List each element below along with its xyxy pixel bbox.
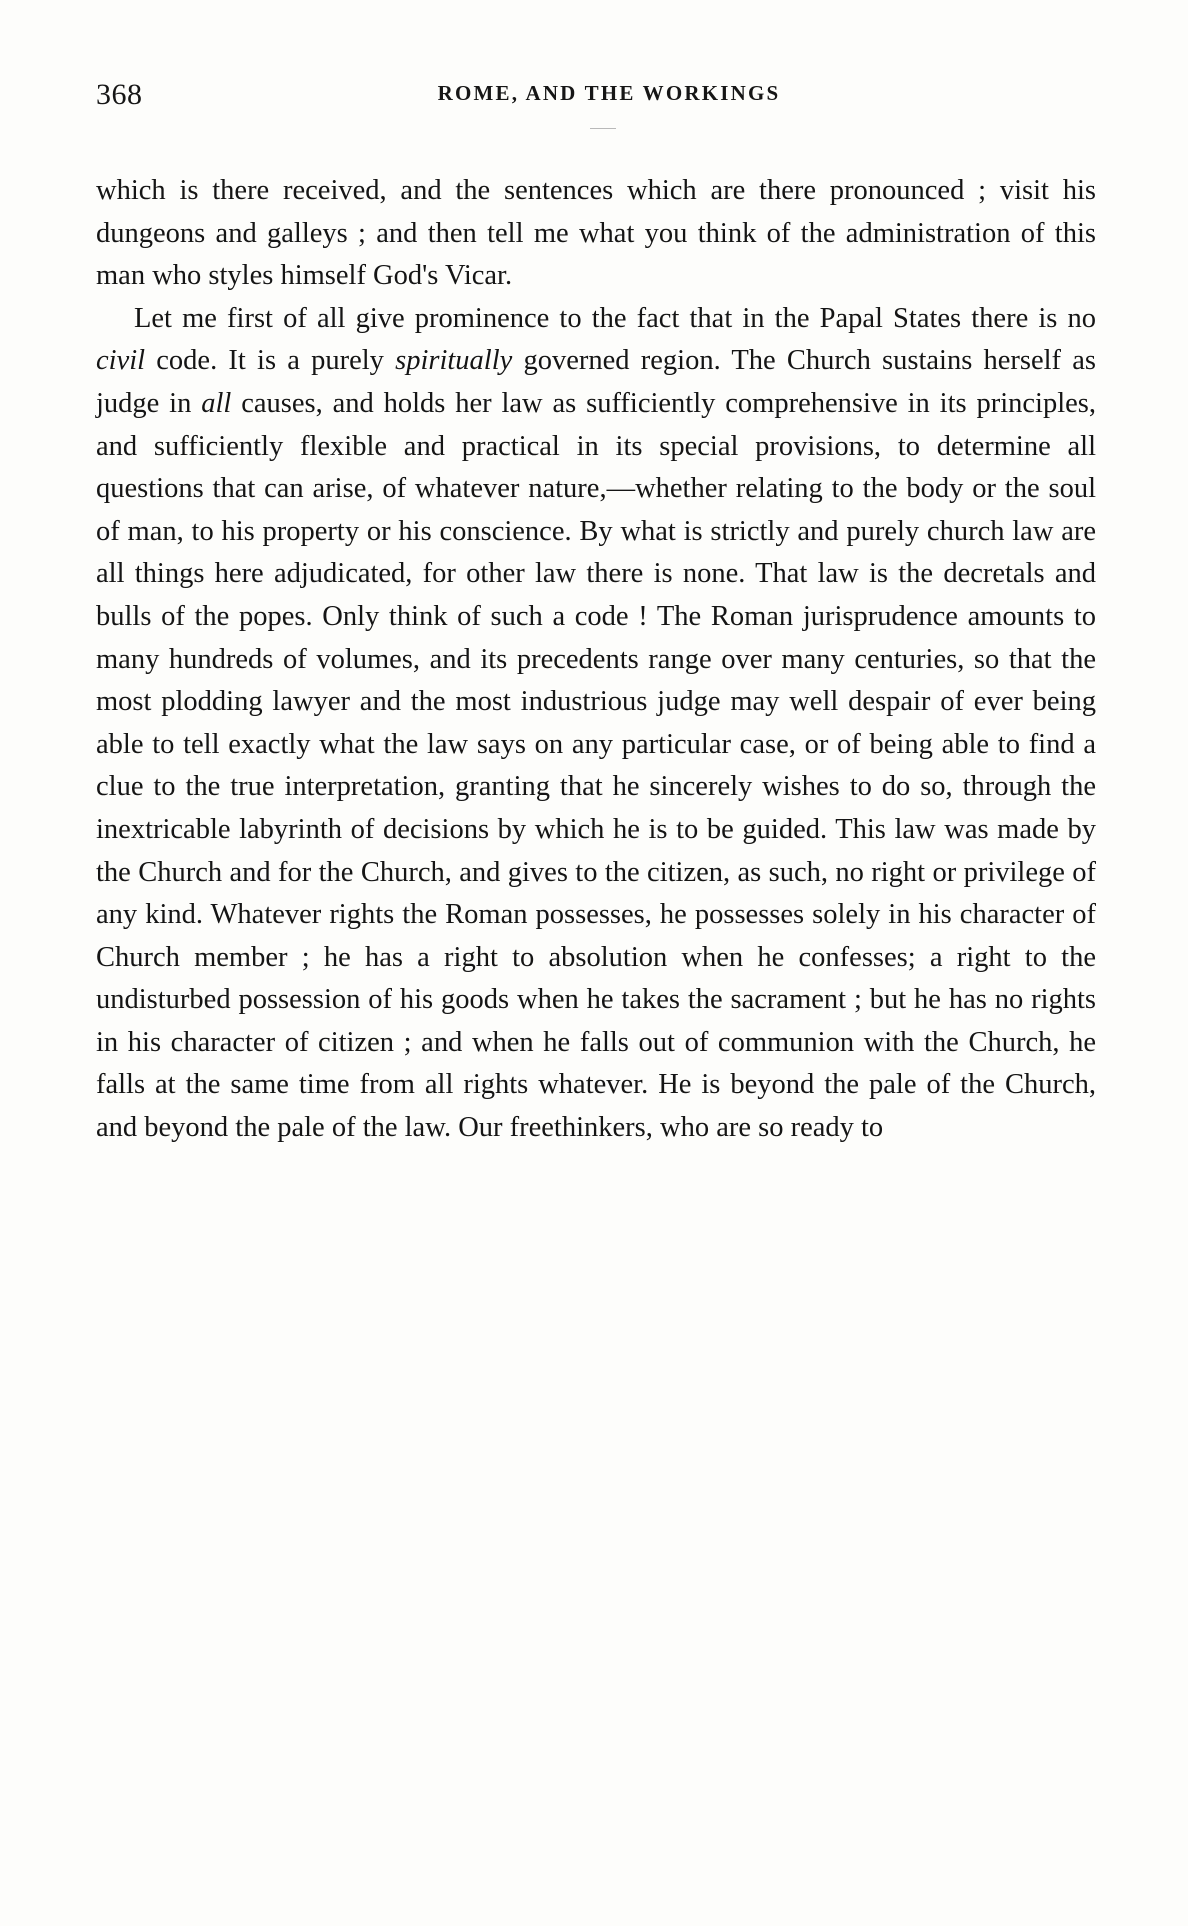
body-span: Let me first of all give prominence to the fact that in the Papal States there is no — [134, 302, 1096, 334]
emphasis-text: spiritually — [395, 345, 513, 377]
emphasis-text: all — [201, 387, 232, 419]
body-span: governed region. The Church sustains herself as judge in — [96, 345, 1096, 419]
emphasis-text: civil — [96, 345, 146, 377]
body-text — [96, 170, 1096, 1150]
paragraph-1: which is there received, and the sentences which are there pronounced ; visit his dungeons and galleys ; and then tell me what you think of the administration of this man who styles himself God's Vicar. — [96, 175, 1096, 292]
body-span: code. It is a purely — [145, 345, 396, 377]
body-span: causes, and holds her law as sufficiently comprehensive in its principles, and sufficiently flexible and practical in its special provisions, to determine all questions that can arise, of whatever nature,—whether relating to the body or the soul of man, to his property or his conscience. By what is strictly and purely church law are all things here adjudicated, for other law there is none. That law is the decretals and bulls of the popes. Only think of such a code ! The Roman jurisprudence amounts to many hundreds of volumes, and its precedents range over many centuries, so that the most plodding lawyer and the most industrious judge may well despair of ever being able to tell exactly what the law says on any particular case, or of being able to find a clue to the true interpretation, granting that he sincerely wishes to do so, through the inextricable labyrinth of decisions by which he is to be guided. This law was made by the Church and for the Church, and gives to the citizen, as such, no right or privilege of any kind. Whatever rights the Roman possesses, he possesses solely in his character of Church member ; he has a right to absolution when he confesses; a right to the undisturbed possession of his goods when he takes the sacrament ; but he has no rights in his character of citizen ; and when he falls out of communion with the Church, he falls at the same time from all rights whatever. He is beyond the pale of the Church, and beyond the pale of the law. Our freethinkers, who are so ready to — [96, 387, 1096, 1144]
page-header — [96, 78, 1092, 112]
header-rule-mark — [590, 128, 616, 129]
page-number: 368 — [96, 78, 143, 111]
running-head: ROME, AND THE WORKINGS — [437, 81, 781, 105]
paragraph-2 — [96, 298, 1096, 1150]
